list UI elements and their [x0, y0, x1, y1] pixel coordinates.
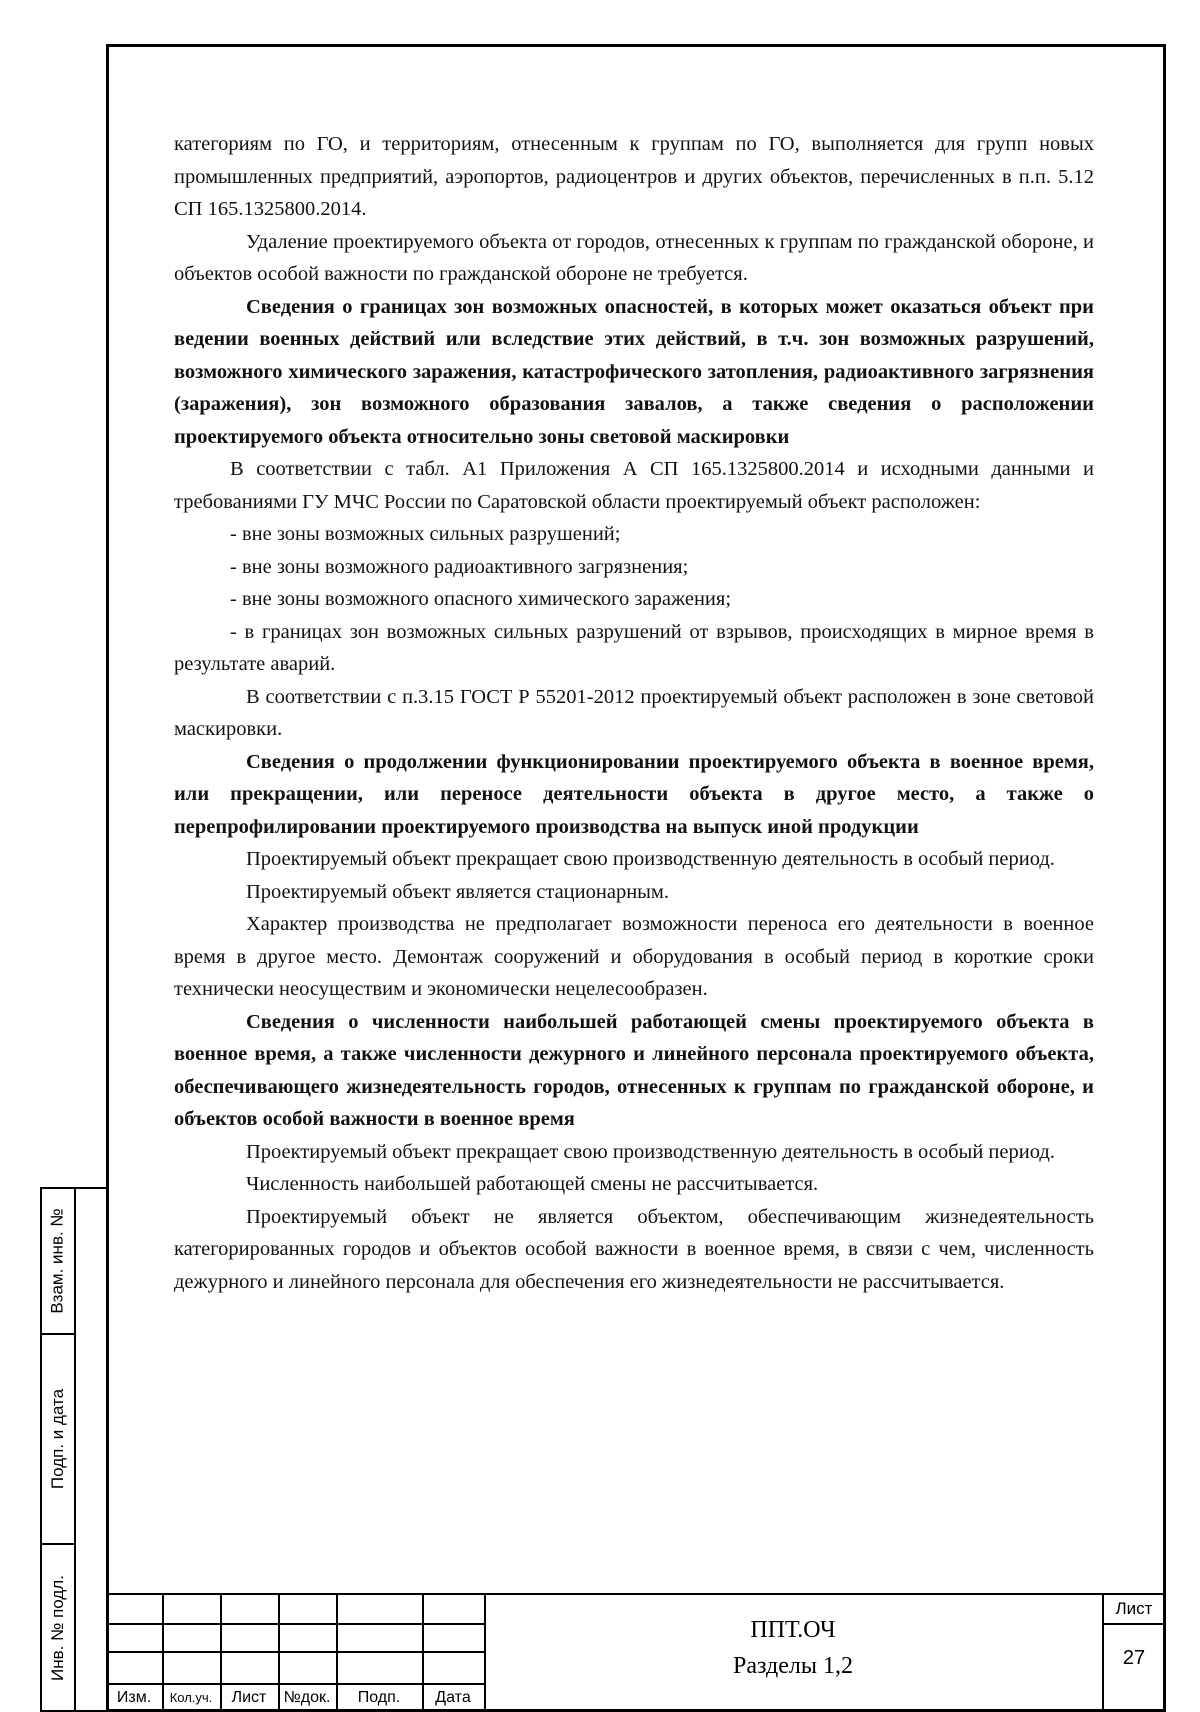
title-block: [106, 1593, 1166, 1712]
side-label-podp: Подп. и дата: [48, 1388, 68, 1490]
paragraph: В соответствии с табл. А1 Приложения А СП 165.1325800.2014 и исходными данными и требованиями ГУ МЧС России по Саратовской области проектируемый объект расположен:: [174, 458, 1094, 513]
section-heading: Сведения о продолжении функционировании проектируемого объекта в военное время, или прекращении, или переносе деятельности объекта в другое место, а также о перепрофилировании проектируемого производства на выпуск иной продукции: [174, 750, 1094, 838]
document-body: [174, 128, 1094, 1298]
paragraph: категориям по ГО, и территориям, отнесенным к группам по ГО, выполняется для групп новых промышленных предприятий, аэропортов, радиоцентров и других объектов, перечисленных в п.п. 5.12 СП 165.1325800.2014.: [174, 133, 1094, 220]
list-item: - в границах зон возможных сильных разрушений от взрывов, происходящих в мирное время в результате аварий.: [174, 620, 1094, 675]
section-heading: Сведения о численности наибольшей работающей смены проектируемого объекта в военное время, а также численности дежурного и линейного персонала проектируемого объекта, обеспечивающего жизнедеятельность городов, отнесенных к группам по гражданской обороне, и объектов особой важности в военное время: [174, 1010, 1094, 1130]
document-sections: Разделы 1,2: [732, 1653, 853, 1679]
stamp-col-ndok: №док.: [283, 1689, 331, 1706]
list-item: - вне зоны возможных сильных разрушений;: [230, 523, 621, 545]
stamp-divider: [1102, 1623, 1166, 1625]
document-code: ППТ.ОЧ: [750, 1617, 836, 1643]
sheet-label: Лист: [1115, 1599, 1153, 1618]
side-label-inv: Инв. № подл.: [48, 1574, 67, 1681]
paragraph: Проектируемый объект является стационарным.: [246, 880, 670, 903]
stamp-col-list: Лист: [231, 1689, 267, 1706]
side-cell-vzam: [42, 1189, 76, 1335]
side-stamp: [40, 1187, 106, 1712]
sheet-number: 27: [1122, 1647, 1146, 1669]
side-cell-podp: [42, 1335, 76, 1545]
paragraph: Проектируемый объект не является объектом, обеспечивающим жизнедеятельность категорированных городов и объектов особой важности в военное время, в связи с чем, численность дежурного и линейного персонала для обеспечения его жизнедеятельности не рассчитывается.: [174, 1205, 1094, 1293]
paragraph: Проектируемый объект прекращает свою производственную деятельность в особый период.: [246, 848, 1055, 870]
paragraph: Характер производства не предполагает возможности переноса его деятельности в военное время в другое место. Демонтаж сооружений и оборудования в особый период в короткие сроки технически неосуществим и экономически нецелесообразен.: [174, 913, 1094, 1000]
stamp-col-podp: Подп.: [357, 1689, 401, 1706]
section-heading: Сведения о границах зон возможных опасностей, в которых может оказаться объект при ведении военных действий или вследствие этих действий, в т.ч. зон возможных разрушений, возможного химического заражения, катастрофического затопления, радиоактивного загрязнения (заражения), зон возможного образования завалов, а также сведения о расположении проектируемого объекта относительно зоны световой маскировки: [174, 295, 1094, 448]
paragraph: Проектируемый объект прекращает свою производственную деятельность в особый период.: [246, 1140, 1055, 1163]
list-item: - вне зоны возможного опасного химического заражения;: [230, 588, 732, 610]
side-cell-inv: [42, 1545, 76, 1710]
stamp-col-data: Дата: [435, 1689, 471, 1706]
stamp-col-kolvo: Кол.уч.: [169, 1690, 213, 1705]
paragraph: В соответствии с п.3.15 ГОСТ Р 55201-2012 проектируемый объект расположен в зоне световой маскировки.: [174, 685, 1094, 740]
paragraph: Численность наибольшей работающей смены не рассчитывается.: [246, 1173, 819, 1195]
stamp-col-izm: Изм.: [116, 1689, 152, 1706]
list-item: - вне зоны возможного радиоактивного загрязнения;: [230, 555, 689, 578]
side-label-vzam: Взам. инв. №: [48, 1208, 68, 1314]
paragraph: Удаление проектируемого объекта от городов, отнесенных к группам по гражданской обороне, и объектов особой важности по гражданской обороне не требуется.: [174, 230, 1094, 285]
